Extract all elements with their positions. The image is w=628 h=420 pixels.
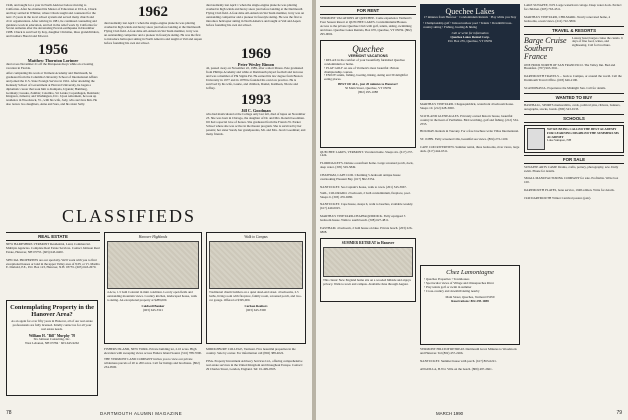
ad-body: Luxury hotel barges cruise the canals. 6 days of fine food, wines, and sightseeing. Call for brochure.	[572, 35, 623, 48]
left-column-3	[206, 4, 306, 204]
ad-title: Walk to Campus	[244, 235, 268, 239]
page-number-left: 78	[6, 410, 12, 416]
obituary-name: Peter Wesley Rimon	[237, 62, 275, 67]
ad-body: • Championship golf • Indoor/outdoor pool • Tennis • Downhill/cross-country skiing • Fishing, boating & hiking	[423, 20, 513, 29]
ad-address: Main Street, Quechee, Vermont 05059	[445, 294, 495, 299]
section-heading: FOR SALE	[524, 155, 624, 164]
listing-text: MARTHA'S VINEYARD. Chappaquiddick, waterfront 4 bedroom house. Sleeps 10. (212) 628-3000. SCOTLAND GLENEAGLES. Privately owned historic house, beautiful country in the heart of Perthshire. Bird watching, golf and fishing. (212) 534-2555. HOLIDAY. Rentals in Tuscany. For a free brochure write Villas International. ST. JOHN. Fully screened villa, beautiful sea views. (804) 272-1100. CAPE COD RIVERVIEW. Summer rental, three bedrooms, river views, large deck. (617) 444-6311.	[420, 103, 520, 153]
ad-phone: (603) 643-3300	[246, 307, 266, 312]
quechee-vacations-ad	[320, 40, 416, 148]
barge-cruise-ad	[524, 37, 624, 61]
listings-column-2	[104, 348, 202, 408]
chez-lamontagne-ad	[420, 265, 520, 345]
ad-address: West Lebanon, NH 03784 · 603-643-9262	[25, 340, 79, 345]
listing-text: FISHERS ISLAND, NEW YORK. Private building lot, 2.10 acres. High elevation with sweeping views across Fishers Island Sound. (516) 788-7000.	[104, 348, 202, 355]
obituary-text: 42, passed away on November 22, 1989, after a short illness. Pete graduated from Phillips Academy and while at Dartmouth played football and lacrosse and was a member of Phi Sigma Psi. He earned his law degree from Boston University in 1977 and in 1978 he founded his own law practice. He is survived by his wife, Laurie, and children, Daniel, Kathleen, Nicole and Jeffrey.	[206, 66, 304, 90]
ad-headline: SUMMER RETREAT in Hanover	[341, 240, 395, 245]
walk-to-campus-ad	[206, 232, 306, 344]
obituary-text-continued: died suddenly last April 1 when the single-engine plane he was piloting crashed in high winds and heavy snow just before landing at the Dartmouth Flying Club field. A four-time All-American Ski Team member, Jerry was an outstanding competitor and a pioneer in freestyle skiing. He was the first to introduce helicopter skiing in North America and taught at Vail and Aspen before founding his own ski school.	[206, 4, 305, 27]
left-column-1	[6, 4, 100, 204]
listing-text: VERMONT HILLTOP RETREAT. Dartmouth Grad. Minutes to Woodstock and Hanover. Tel (802) 457-2266. NANTUCKET. Summer house with porch. (617) 863-6221. ANGUILLA, B.W.I. Villa on the beach. (809) 497-2661.	[420, 347, 517, 371]
listing-text: NEW HAMPSHIRE-VERMONT Residential, Land, Commercial. Multiple Agencies. Complete Real Estate Services. Contact Johnson Real Estate, Hanover, NH 03755. (603) 643-6400. SPECIAL PROPERTIES are our specialty. We'll work with you to find exceptional houses or land in the upper Valley area of N.H. or Vt. Martha E. Diebold, P.E., P.O. Box 123, Hanover, N.H. 03755. (603) 643-2670.	[6, 242, 100, 270]
listing-text: THE VERMONT LAND COMPANY invites you to view our private wilderness parcels of 20 to 200 acres. Call for listings and brochures. (802) 234-9500.	[104, 356, 200, 369]
obituary-text: After completing his work at Vermont Academy and Dartmouth, he graduated from the Columbia University School of International Affairs and joined the U.S. State Foreign Service in 1961. After attending the Kennedy School of Government at Harvard University, he began a diplomatic career that took him to Kampala, Uganda; Hamburg, Germany; Lusaka, Zambia; Colombo, Sri Lanka; Copenhagen, Denmark; Kingston, Jamaica; and Washington, D.C. Upon retirement, he took up residence in Woodstock, Vt., with his wife, Jody, who survives him. He also leaves two daughters, Anne and Sara, and his sister Sally.	[6, 70, 100, 107]
ad-body: This classic New England home sits on a wooded hillside and enjoys privacy. Walk to town and campus. Available June through August.	[323, 277, 411, 286]
house-photo	[107, 241, 199, 289]
right-column-1	[320, 4, 416, 408]
quechee-logo: Quechee	[352, 43, 384, 54]
obituary-name: Matthew Thornton Lorimer	[27, 58, 79, 64]
section-heading: FOR RENT	[320, 6, 416, 15]
ad-cta: Call or write for information	[451, 30, 489, 35]
ad-headline: WE'RE BEING CALLED THE BEST ACADEMY FOR LEARNING DISABLED THE SUMMERS MS ACADEMY	[547, 126, 619, 139]
right-column-2	[420, 4, 520, 408]
classifieds-heading: CLASSIFIEDS	[62, 206, 197, 226]
ad-body: 4 Acre, 1.5 bath Colonial in mint condition. Lovely open fields and outstanding mountain views. Country kitchen, landscaped house, walk to skiing. An exceptional property at $289,000.	[107, 290, 197, 303]
obituary-text: died suddenly last April 1 when the single-engine plane he was piloting crashed in high winds and heavy snow just before landing at the Dartmouth Flying Club field. A four-time All-American Ski Team member, Jerry was an outstanding competitor and a pioneer in freestyle skiing. He was the first to introduce helicopter skiing in North America and taught at Vail and Aspen before founding his own ski school.	[104, 21, 202, 45]
ad-title: Hanover Highlands	[138, 235, 168, 239]
ad-agent: Carlson Realtors	[244, 304, 268, 309]
left-page	[0, 0, 312, 420]
school-logo	[527, 128, 545, 150]
ad-body: • Quechee Properties • Townhouses • Spectacular views of Village and Ottauquechee River • Play tennis golf or swim in summer • Cross-country and downhill skiing nearby	[424, 277, 494, 293]
school-ad	[524, 125, 624, 153]
real-estate-box-ad	[6, 300, 98, 396]
ad-headline: Quechee Lakes	[445, 7, 495, 16]
listing-text: VERMONT VACATIONS AT QUECHEE. Come experience Vermont's Four Season Resort at QUECHEE LAKES. Condominiums/Houses. Access to the private Quechee Club with golf, tennis, skiing, swimming and more. Quechee Lakes Rentals, Box 670, Quechee, VT 05059. (802) 295-9002.	[320, 16, 412, 36]
class-year-1993: 1993	[241, 92, 271, 109]
ad-phone: (802) 295-1088	[358, 90, 378, 95]
listing-text: VAIL, COLORADO. 2 bedroom, 2 bath condominium, fireplace, pool. Sleeps 6. (303) 476-9280. NANTUCKET. Cape house, sleeps 6, walk to beaches, available weekly. (617) 449-0025. MARTHA'S VINEYARD-CHAPPAQUIDDICK. Fully equipped 3 bedroom house. Walk to south beach. (508) 627-4811. EASTHAM. 4 bedroom, 2 bath house on lake. Private beach. (203) 226-6808.	[320, 190, 414, 234]
ad-address: P.O. Box 255, Quechee, VT 05059	[447, 38, 493, 43]
ad-agent: William H. "Bill" Murphy '70	[28, 333, 76, 338]
ad-headline: VERMONT VACATIONS	[348, 53, 388, 58]
footer-magazine: DARTMOUTH ALUMNI MAGAZINE	[100, 411, 183, 416]
hanover-highlands-ad	[104, 232, 202, 344]
ad-phone: Reservations: 802-295-1088	[451, 298, 489, 303]
class-year-1962: 1962	[138, 4, 168, 20]
ad-phone: (603) 643-3321	[143, 307, 163, 312]
page-number-right: 79	[616, 410, 622, 416]
right-page	[316, 0, 628, 420]
summer-retreat-ad	[320, 238, 416, 302]
ad-address: 50 Main Street, Quechee, VT 05059	[344, 86, 392, 91]
ad-agent: Coldwell Banker	[141, 304, 165, 309]
listing-text: BASEBALL, SPORTS memorabilia, cards, political pins, ribbons, banners, autographs, stocks, bonds. (800) 543-9133.	[524, 102, 621, 111]
obituary-subtitle: died at sea November 21 off the Marquesas Keys while on a boating vacation in Florida.	[6, 62, 94, 71]
footer-date: MARCH 1990	[436, 411, 464, 416]
listing-text: MIDDLEBURY COLLEGE, Vermont. Five beautiful properties in the country. Sale by owner. For information call (802) 388-4022. PISA. Property Investment Advisory Services Ltd., offering comprehensive real estate services in the United Kingdom and throughout Europe. Contact: 29 Charles Street, London, England. Tel: 01-499-0505.	[206, 348, 303, 371]
ad-address: Lake Sunapee, NH	[547, 138, 572, 143]
right-column-3	[524, 4, 624, 408]
obituary-text: who had matriculated at the College only last fall, died of lupus on November 23. She was born in Chicago, the daughter of Dr. and Mrs. Ronald Goodman. Jill had a special love of horses. She graduated from the Francis W. Parker School where she was active in the theater program. She is survived by her parents; her sister Sarah, her grandparents, Mr. and Mrs. Jacob Goodman; and many friends.	[206, 112, 306, 136]
section-heading: TRAVEL & RESORTS	[524, 26, 624, 35]
ad-headline: Contemplating Property in the Hanover Area?	[10, 304, 94, 318]
listing-text: SUNAPEE ARTS CAMP. Drama, crafts, pottery, photography, sew. Daily swim. Phone for details. SMALL MANUFACTURING COMPANY for sale. Profitable. Write box 100. DARTMOUTH PLATES, bone service, 1948 edition. Write for details. 1940 DARTMOUTH Winter Carnival posters (pair).	[524, 164, 619, 200]
class-year-1969: 1969	[241, 46, 271, 62]
listing-text: ONE HOUR NORTH OF SAN FRANCISCO. The Valley Inn. Bed and Breakfast. (707) 963-3911. DARTMOUTH TRAVELS ... back to Campus, or around the world. Call the Dartmouth Travel Office. (603) 646-2190. SCANDINAVIA. Experience the Midnight Sun. Call for details.	[524, 62, 622, 90]
left-column-2	[104, 4, 202, 204]
listing-text: LAKE SUNAPEE, N.H. Large waterfront cottage. Deep water dock. Perfect for children. (603) 763-4511. MARTHA'S VINEYARD, CHILMARK. Newly renovated home, 4 bedrooms, ocean views. (212) 722-5800.	[524, 4, 622, 23]
ad-firm: Quechee Lakes Rental Corp.	[450, 34, 490, 39]
listings-column-3	[206, 348, 306, 408]
ad-cta: BEST OF ALL, just 20 minutes to Hanover!	[338, 82, 398, 87]
ad-body: As an agent for over fifty years in Hanover, all of our real estate professionals are fully licensed. Kindly contact us for all your real estate needs.	[11, 319, 93, 331]
ad-headline: Barge Cruise Southern France	[524, 35, 567, 61]
obituary-text-continued: 1946, and taught for a year in North Andover before moving to California. After he obtained his Master of Education at UCLA, Chuck and Kay settled in Whittier, where Chuck taught and counseled for the next 15 years in the local school system and served many church and civic organizations. After retiring in 1981, he continued counseling and guidance work in education, and led in the relief work by California for Soviet Armenia after the devastating Erevan earthquake in December 1988. Chuck is survived by Kay, daughter Christine, three grandchildren, and brothers Harold and Edward.	[6, 4, 100, 39]
listing-text: QUECHEE LAKES, VERMONT. Vacation home. Sleeps six. (617) 237-1424. FLORIDA KEYS. Deluxe oceanfront home. Large screened porch, dock, deep water. (305) 529-5849. CHATHAM, CAPE COD. Charming 5-bedroom antique house overlooking Pleasant Bay. (617) 862-3354. NANTUCKET. Sea Captain's house, walk to town. (201) 543-3967.	[320, 149, 414, 189]
ad-headline: Chez Lamontagne	[446, 269, 494, 276]
section-heading: WANTED TO BUY	[524, 93, 624, 102]
ad-subtitle: 17 minutes from Hanover · Condominium Rentals · Play while you Stay	[423, 15, 517, 19]
ad-firm: Six Johnson Consulting, Inc.	[33, 337, 71, 342]
house-photo	[323, 247, 413, 277]
ad-body: • RELAX in the comfort of your beautifully furnished Quechee condominium or home. • PLAY GOLF on one of Vermont's most beautiful 18-hole championship courses. • ENJOY tennis, fishing, boating, hiking, skiing and 39 delightful eating places.	[324, 57, 408, 82]
obituary-name: Jill C. Goodman	[241, 108, 271, 114]
section-heading: REAL ESTATE	[6, 232, 100, 241]
house-photo	[209, 241, 303, 289]
quechee-lakes-ad	[420, 4, 520, 100]
ad-body: Traditional charm builders on a quiet dead-end street. 4 bedrooms, 2.5 baths, living room with fireplace, family room, screened porch, and two-car garage. Offered at $395,000.	[209, 290, 302, 303]
class-year-1956: 1956	[38, 42, 68, 59]
section-heading: SCHOOLS	[524, 114, 624, 123]
real-estate-column	[6, 230, 100, 300]
